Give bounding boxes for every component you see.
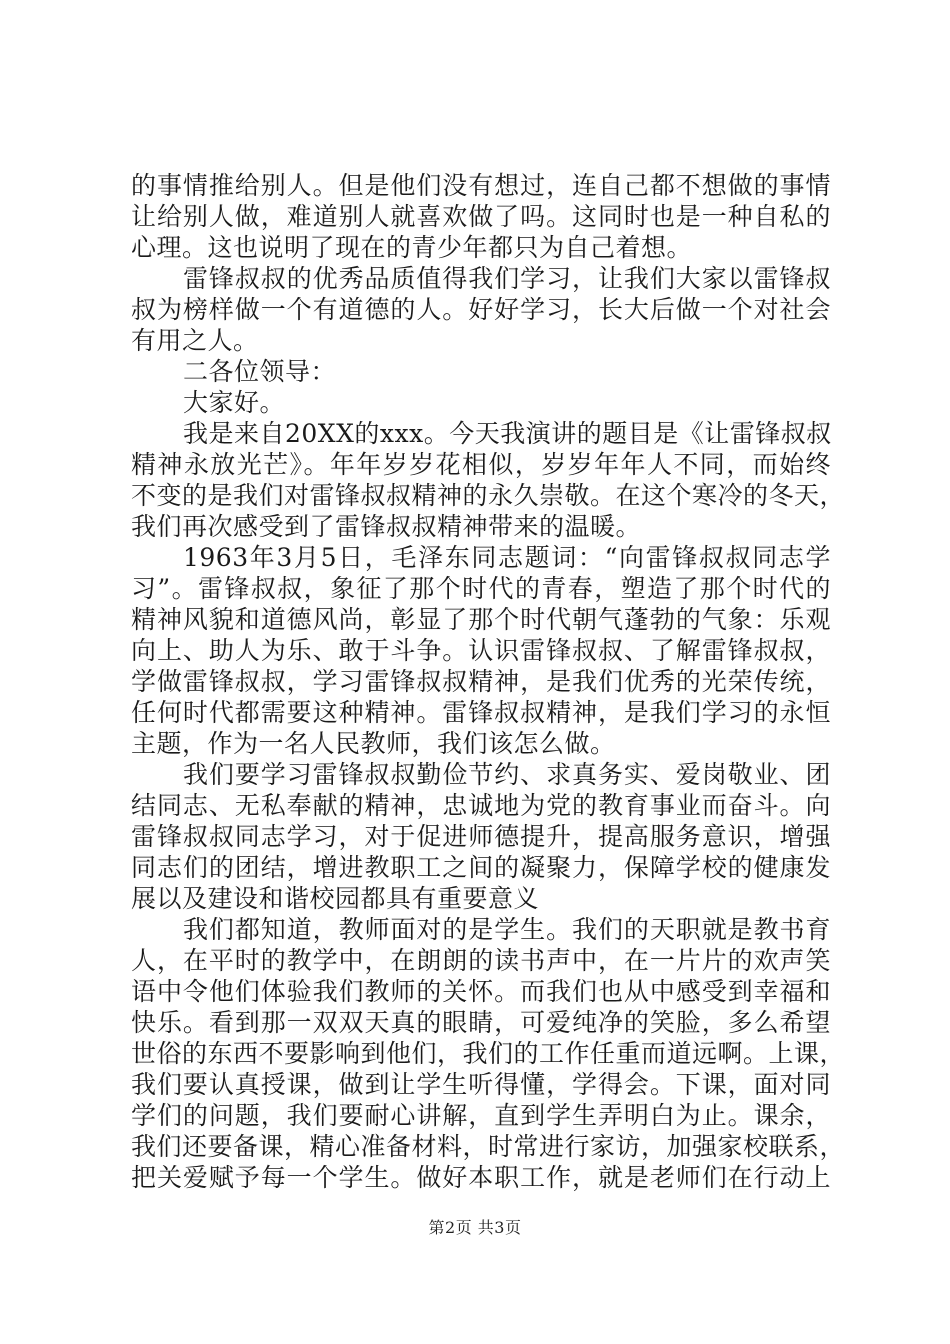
text-line: 把关爱赋予每一个学生。做好本职工作，就是老师们在行动上: [131, 1163, 831, 1192]
text-line: 展以及建设和谐校园都具有重要意义: [131, 884, 540, 913]
text-line: 有用之人。: [131, 326, 259, 355]
text-line: 同志们的团结，增进教职工之间的凝聚力，保障学校的健康发: [131, 853, 831, 882]
greeting-line: 大家好。: [183, 388, 286, 417]
text-line: 不变的是我们对雷锋叔叔精神的永久崇敬。在这个寒冷的冬天，: [131, 481, 846, 510]
text-line: 让给别人做，难道别人就喜欢做了吗。这同时也是一种自私的: [131, 202, 831, 231]
text-line: 快乐。看到那一双双天真的眼睛，可爱纯净的笑脸，多么希望: [131, 1008, 831, 1037]
page-number-footer: 第2页 共3页: [428, 1218, 522, 1237]
text-line: 学做雷锋叔叔，学习雷锋叔叔精神，是我们优秀的光荣传统，: [131, 667, 831, 696]
text-line: 雷锋叔叔同志学习，对于促进师德提升，提高服务意识，增强: [131, 822, 831, 851]
text-line: 我们再次感受到了雷锋叔叔精神带来的温暖。: [131, 512, 642, 541]
text-line: 习”。雷锋叔叔，象征了那个时代的青春，塑造了那个时代的: [131, 574, 831, 603]
text-line: 世俗的东西不要影响到他们，我们的工作任重而道远啊。上课，: [131, 1039, 846, 1068]
text-line: 心理。这也说明了现在的青少年都只为自己着想。: [131, 233, 693, 262]
text-line: 的事情推给别人。但是他们没有想过，连自己都不想做的事情: [131, 171, 831, 200]
text-line: 人，在平时的教学中，在朗朗的读书声中，在一片片的欢声笑: [131, 946, 831, 975]
text-line: 学们的问题，我们要耐心讲解，直到学生弄明白为止。课余，: [131, 1101, 831, 1130]
document-body: [131, 170, 846, 1193]
text-line: 精神永放光芒》。年年岁岁花相似，岁岁年年人不同，而始终: [131, 450, 831, 479]
text-line: 我们还要备课，精心准备材料，时常进行家访，加强家校联系，: [131, 1132, 846, 1161]
text-line: 结同志、无私奉献的精神，忠诚地为党的教育事业而奋斗。向: [131, 791, 831, 820]
paragraph-start-line: 我们都知道，教师面对的是学生。我们的天职就是教书育: [183, 915, 831, 944]
section-heading-line: 二各位领导：: [183, 357, 337, 386]
text-line: 精神风貌和道德风尚，彰显了那个时代朝气蓬勃的气象：乐观: [131, 605, 831, 634]
paragraph-start-line: 1963年3月5日，毛泽东同志题词：“向雷锋叔叔同志学: [183, 543, 831, 572]
text-line: 向上、助人为乐、敢于斗争。认识雷锋叔叔、了解雷锋叔叔，: [131, 636, 831, 665]
text-line: 语中令他们体验我们教师的关怀。而我们也从中感受到幸福和: [131, 977, 831, 1006]
text-line: 叔为榜样做一个有道德的人。好好学习，长大后做一个对社会: [131, 295, 831, 324]
text-line: 我们要认真授课，做到让学生听得懂，学得会。下课，面对同: [131, 1070, 831, 1099]
text-line: 任何时代都需要这种精神。雷锋叔叔精神，是我们学习的永恒: [131, 698, 831, 727]
paragraph-start-line: 我是来自20XX的xxx。今天我演讲的题目是《让雷锋叔叔: [183, 419, 832, 448]
text-line: 主题，作为一名人民教师，我们该怎么做。: [131, 729, 616, 758]
paragraph-start-line: 雷锋叔叔的优秀品质值得我们学习，让我们大家以雷锋叔: [183, 264, 831, 293]
paragraph-start-line: 我们要学习雷锋叔叔勤俭节约、求真务实、爱岗敬业、团: [183, 760, 831, 789]
